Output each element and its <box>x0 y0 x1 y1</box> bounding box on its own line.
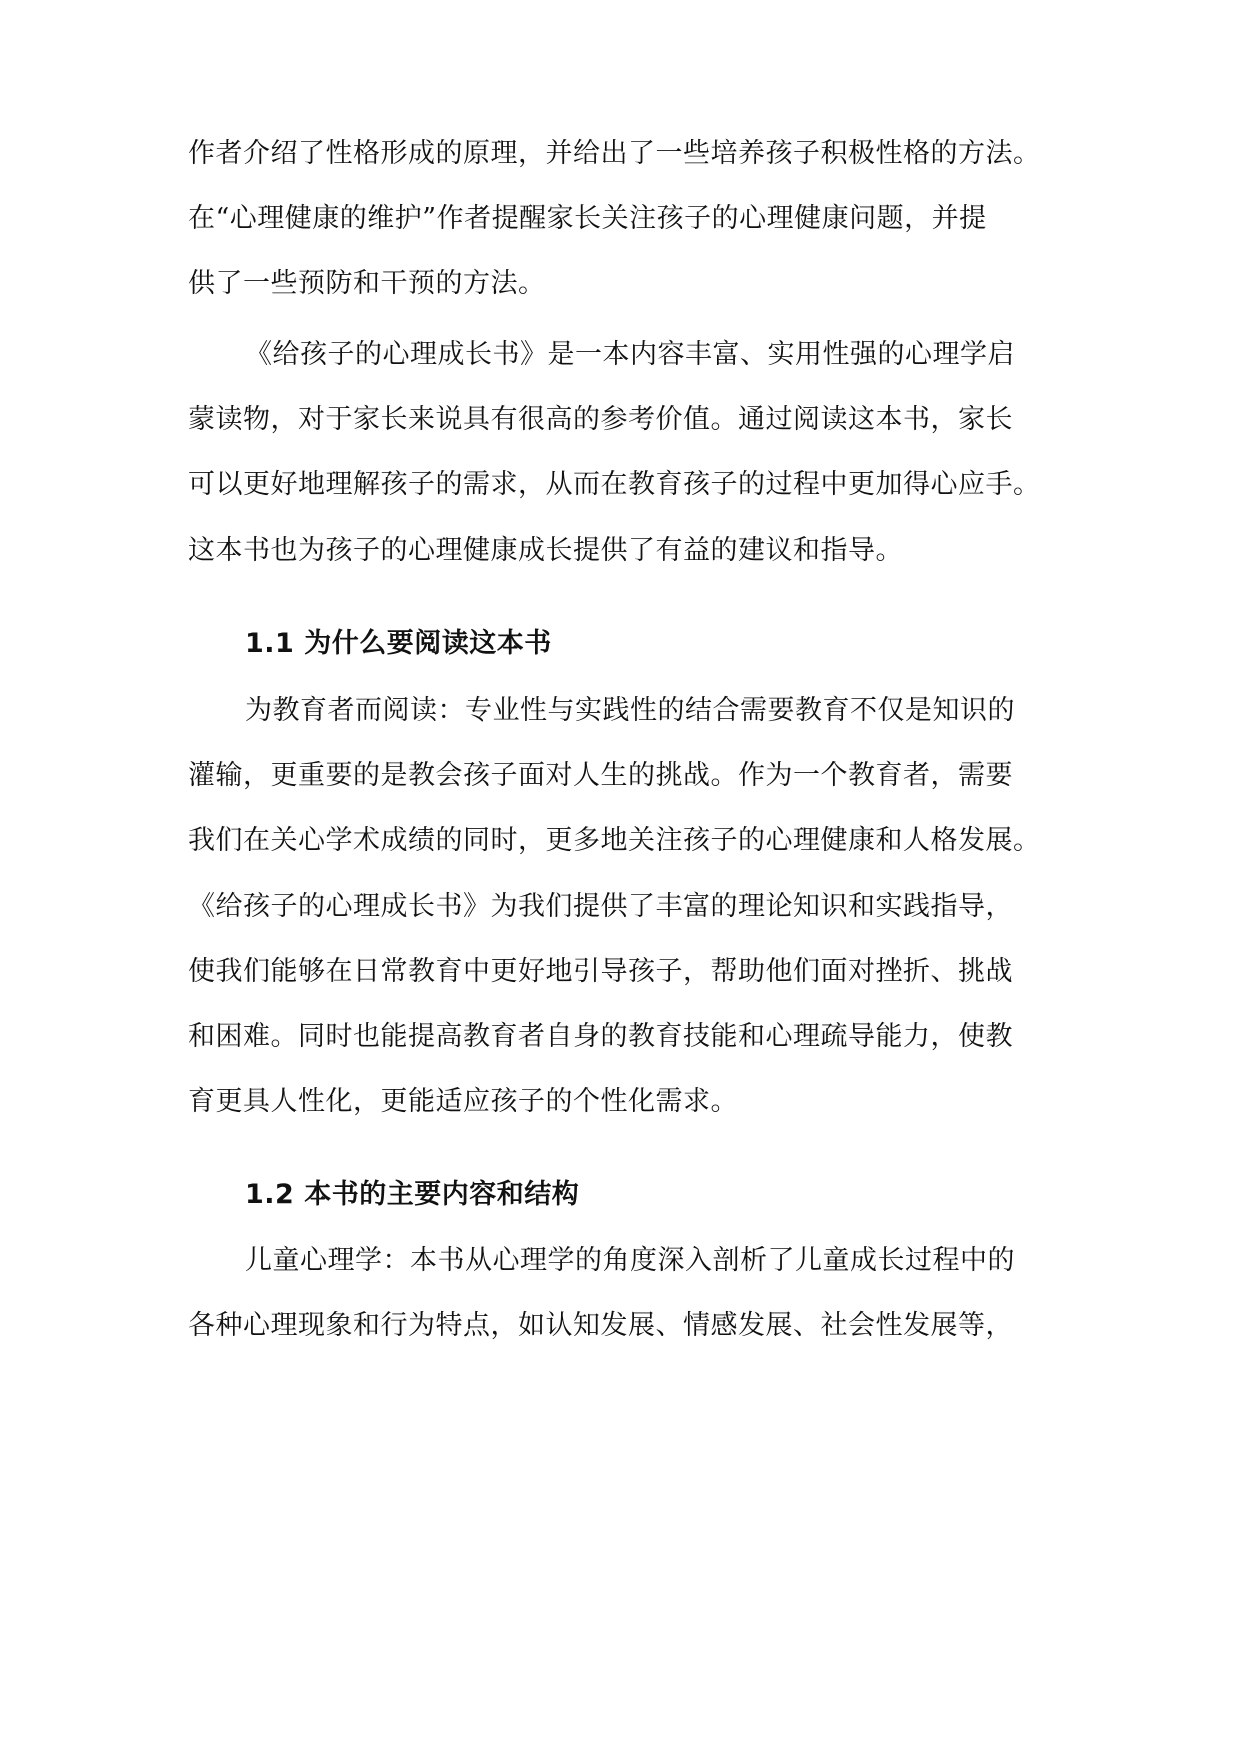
paragraph-line: 和困难。同时也能提高教育者自身的教育技能和心理疏导能力，使教 <box>188 1021 1013 1052</box>
paragraph-line: 蒙读物，对于家长来说具有很高的参考价值。通过阅读这本书，家长 <box>188 404 1013 435</box>
paragraph-line: 我们在关心学术成绩的同时，更多地关注孩子的心理健康和人格发展。 <box>188 825 1041 856</box>
paragraph-line: 育更具人性化，更能适应孩子的个性化需求。 <box>188 1086 738 1117</box>
section-heading: 1.2 本书的主要内容和结构 <box>245 1179 580 1210</box>
paragraph-line: 各种心理现象和行为特点，如认知发展、情感发展、社会性发展等， <box>188 1310 1013 1341</box>
paragraph-line: 《给孩子的心理成长书》是一本内容丰富、实用性强的心理学启 <box>245 339 1015 370</box>
paragraph-line: 灌输，更重要的是教会孩子面对人生的挑战。作为一个教育者，需要 <box>188 760 1013 791</box>
paragraph-line: 为教育者而阅读：专业性与实践性的结合需要教育不仅是知识的 <box>245 695 1015 726</box>
paragraph-line: 这本书也为孩子的心理健康成长提供了有益的建议和指导。 <box>188 535 903 566</box>
paragraph-line: 在“心理健康的维护”作者提醒家长关注孩子的心理健康问题，并提 <box>188 203 987 234</box>
paragraph-line: 《给孩子的心理成长书》为我们提供了丰富的理论知识和实践指导， <box>188 891 1013 922</box>
paragraph-line: 可以更好地理解孩子的需求，从而在教育孩子的过程中更加得心应手。 <box>188 469 1041 500</box>
paragraph-line: 作者介绍了性格形成的原理，并给出了一些培养孩子积极性格的方法。 <box>188 138 1041 169</box>
section-heading: 1.1 为什么要阅读这本书 <box>245 628 552 659</box>
paragraph-line: 儿童心理学：本书从心理学的角度深入剖析了儿童成长过程中的 <box>245 1245 1015 1276</box>
paragraph-line: 使我们能够在日常教育中更好地引导孩子，帮助他们面对挫折、挑战 <box>188 956 1013 987</box>
paragraph-line: 供了一些预防和干预的方法。 <box>188 268 546 299</box>
